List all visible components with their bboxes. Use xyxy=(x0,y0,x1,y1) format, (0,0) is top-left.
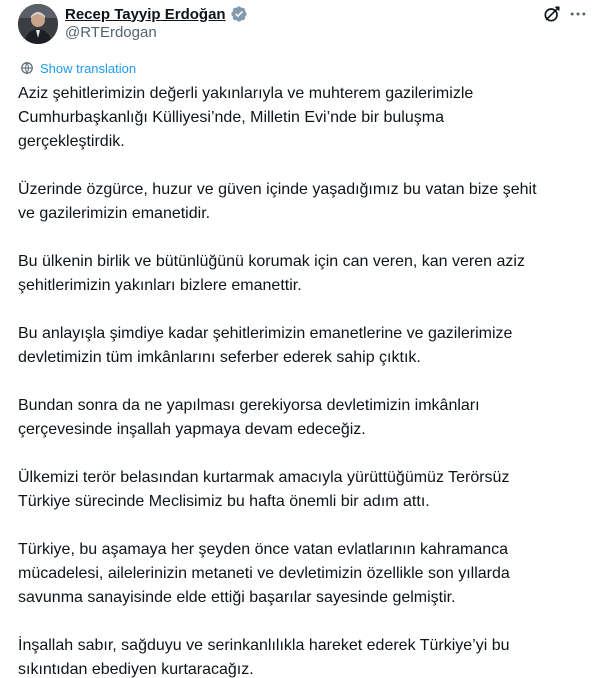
post-header xyxy=(18,4,588,48)
translate-icon xyxy=(20,61,34,75)
show-translation-label[interactable]: Show translation xyxy=(40,60,137,76)
post-paragraph: Aziz şehitlerimizin değerli yakınlarıyla ve muhterem gazilerimizle Cumhurbaşkanlığı Külliyesi’nde, Milletin Evi’nde bir buluşma gerçekleştirdik. xyxy=(18,85,474,150)
show-translation-link[interactable] xyxy=(20,59,136,77)
grok-icon[interactable] xyxy=(542,4,562,24)
more-icon[interactable] xyxy=(568,4,588,24)
avatar[interactable] xyxy=(18,4,58,44)
post-paragraph: Bundan sonra da ne yapılması gerekiyorsa devletimizin imkânları çerçevesinde inşallah yapmaya devam edeceğiz. xyxy=(18,397,480,438)
post-paragraph: Üzerinde özgürce, huzur ve güven içinde yaşadığımız bu vatan bize şehit ve gazilerimizin emanetidir. xyxy=(18,181,537,222)
post-text xyxy=(18,82,592,678)
post-paragraph: Türkiye, bu aşamaya her şeyden önce vatan evlatlarının kahramanca mücadelesi, ailelerinizin metaneti ve devletimizin özellikle son yıllarda savunma sanayisinde elde ettiği başarılar sayesinde gelmiştir. xyxy=(18,541,510,606)
verified-badge-icon xyxy=(230,5,248,23)
post-paragraph: Bu ülkenin birlik ve bütünlüğünü korumak için can veren, kan veren aziz şehitlerimizin yakınları bizlere emanettir. xyxy=(18,253,525,294)
author-name[interactable]: Recep Tayyip Erdoğan xyxy=(65,5,226,23)
author-name-row xyxy=(65,4,248,24)
post-paragraph: İnşallah sabır, sağduyu ve serinkanlılıkla hareket ederek Türkiye’yi bu sıkıntıdan ebediyen kurtaracağız. xyxy=(18,637,510,678)
avatar-image xyxy=(18,4,58,44)
post-paragraph: Bu anlayışla şimdiye kadar şehitlerimizin emanetlerine ve gazilerimize devletimizin tüm imkânlarını seferber ederek sahip çıktık. xyxy=(18,325,513,366)
author-handle[interactable]: @RTErdogan xyxy=(65,24,157,41)
post-paragraph: Ülkemizi terör belasından kurtarmak amacıyla yürüttüğümüz Terörsüz Türkiye sürecinde Meclisimiz bu hafta önemli bir adım attı. xyxy=(18,469,510,510)
